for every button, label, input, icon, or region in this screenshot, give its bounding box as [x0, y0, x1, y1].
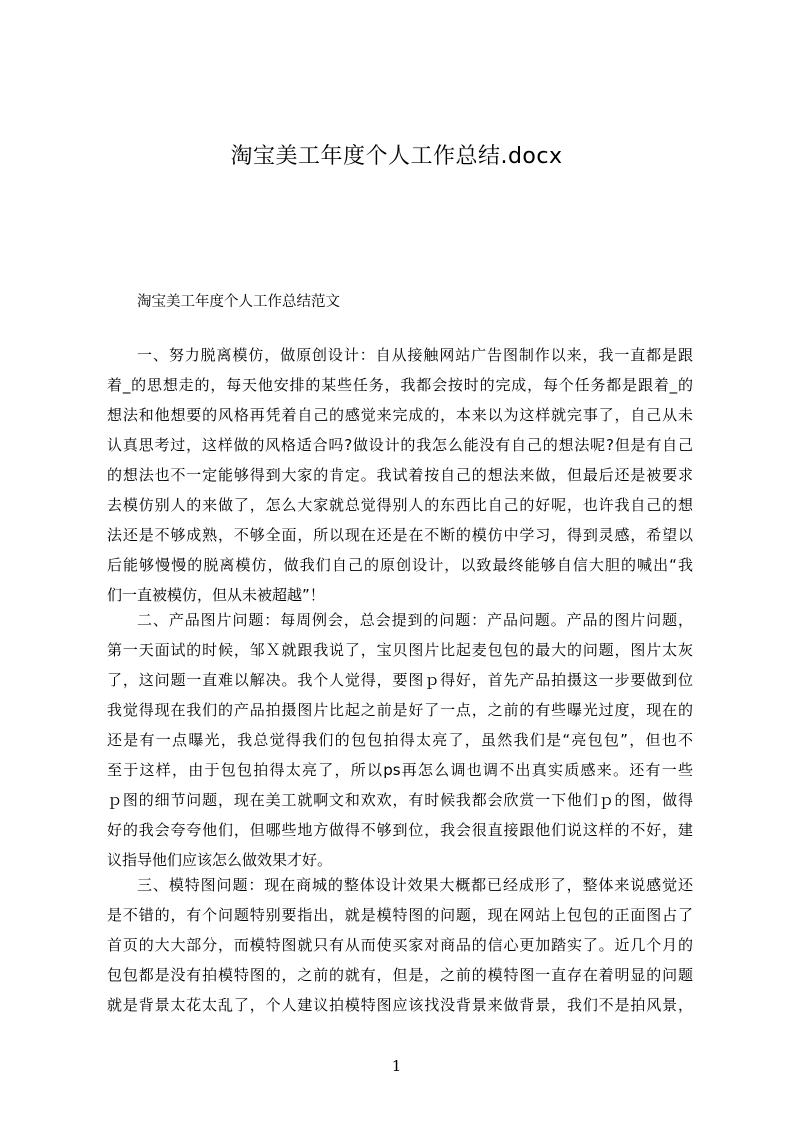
- paragraph-line: 还是有一点曝光，我总觉得我们的包包拍得太亮了，虽然我们是“亮包包”，但也不: [107, 731, 693, 749]
- paragraph-line: 议指导他们应该怎么做效果才好。: [107, 851, 333, 869]
- paragraph-line: 三、模特图问题：现在商城的整体设计效果大概都已经成形了，整体来说感觉还: [137, 876, 693, 894]
- paragraph-line: 着_的思想走的，每天他安排的某些任务，我都会按时的完成，每个任务都是跟着_的: [107, 376, 693, 394]
- paragraph-2: [107, 605, 693, 875]
- paragraph-line: 至于这样，由于包包拍得太亮了，所以ps再怎么调也调不出真实质感来。还有一些: [107, 761, 693, 779]
- paragraph-line: 好的我会夸夸他们，但哪些地方做得不够到位，我会很直接跟他们说这样的不好，建: [107, 821, 693, 839]
- paragraph-line: 一、努力脱离模仿，做原创设计：自从接触网站广告图制作以来，我一直都是跟: [137, 346, 693, 364]
- document-title: 淘宝美工年度个人工作总结.docx: [230, 144, 563, 169]
- paragraph-line: 第一天面试的时候，邹Ｘ就跟我说了，宝贝图片比起麦包包的最大的问题，图片太灰: [107, 641, 693, 659]
- paragraph-line: 就是背景太花太乱了，个人建议拍模特图应该找没背景来做背景，我们不是拍风景，: [107, 996, 693, 1014]
- paragraph-line: 了，这问题一直难以解决。我个人觉得，要图ｐ得好，首先产品拍摄这一步要做到位: [107, 671, 693, 689]
- document-subtitle: 淘宝美工年度个人工作总结范文: [137, 294, 340, 310]
- paragraph-line: 的想法也不一定能够得到大家的肯定。我试着按自己的想法来做，但最后还是被要求: [107, 466, 693, 484]
- paragraph-line: 后能够慢慢的脱离模仿，做我们自己的原创设计，以致最终能够自信大胆的喊出“我: [107, 556, 693, 574]
- paragraph-line: 们一直被模仿，但从未被超越”！: [107, 586, 325, 604]
- paragraph-line: 首页的大大部分，而模特图就只有从而使买家对商品的信心更加踏实了。近几个月的: [107, 936, 693, 954]
- paragraph-line: 认真思考过，这样做的风格适合吗?做设计的我怎么能没有自己的想法呢?但是有自己: [107, 436, 693, 454]
- paragraph-line: 二、产品图片问题：每周例会，总会提到的问题：产品问题。产品的图片问题，: [137, 611, 693, 629]
- paragraph-line: 我觉得现在我们的产品拍摄图片比起之前是好了一点，之前的有些曝光过度，现在的: [107, 701, 693, 719]
- paragraph-line: 去模仿别人的来做了，怎么大家就总觉得别人的东西比自己的好呢，也许我自己的想: [107, 496, 693, 514]
- paragraph-line: 法还是不够成熟，不够全面，所以现在还是在不断的模仿中学习，得到灵感，希望以: [107, 526, 693, 544]
- paragraph-line: 是不错的，有个问题特别要指出，就是模特图的问题，现在网站上包包的正面图占了: [107, 906, 693, 924]
- paragraph-3: [107, 870, 693, 1020]
- paragraph-line: 想法和他想要的风格再凭着自己的感觉来完成的，本来以为这样就完事了，自己从未: [107, 406, 693, 424]
- page-number: 1: [391, 1057, 402, 1075]
- paragraph-line: ｐ图的细节问题，现在美工就啊文和欢欢，有时候我都会欣赏一下他们ｐ的图，做得: [107, 791, 693, 809]
- paragraph-1: [107, 340, 693, 610]
- paragraph-line: 包包都是没有拍模特图的，之前的就有，但是，之前的模特图一直存在着明显的问题: [107, 966, 693, 984]
